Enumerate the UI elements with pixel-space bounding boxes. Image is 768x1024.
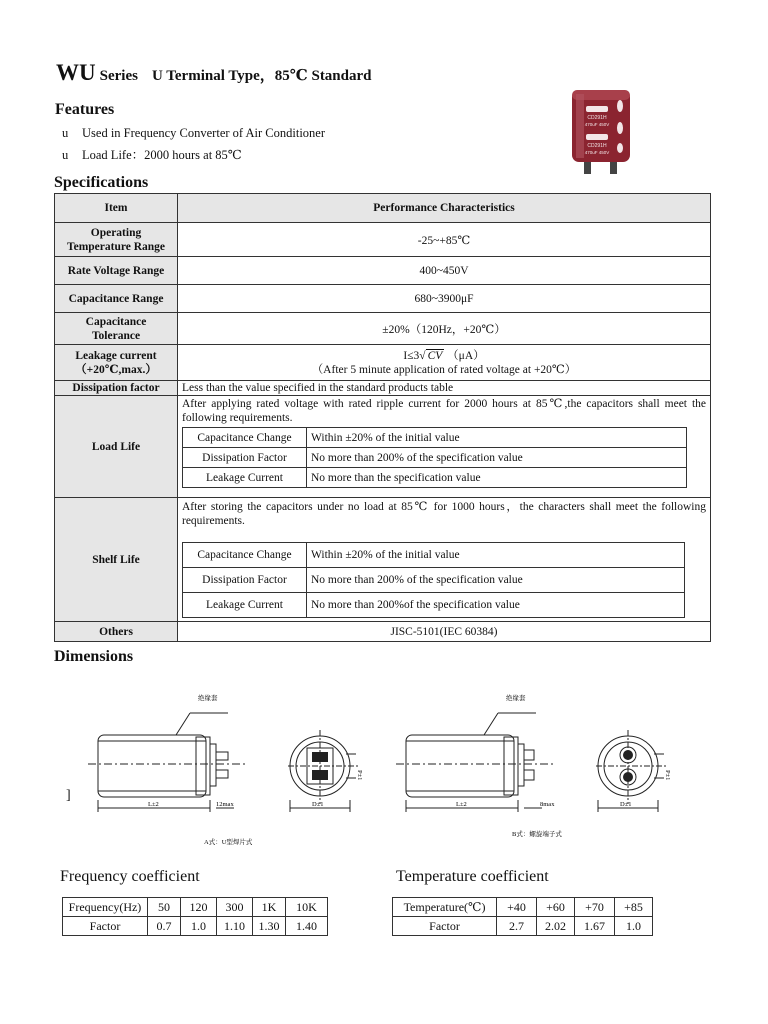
sub-value: Within ±20% of the initial value: [307, 543, 685, 568]
table-row: [183, 593, 685, 618]
sub-name: Dissipation Factor: [183, 448, 307, 468]
item-line: Leakage current: [75, 349, 157, 362]
table-row: [55, 345, 711, 381]
row-value: Less than the value specified in the standard products table: [178, 381, 711, 396]
length-label: L±2: [148, 801, 159, 808]
drawing-caption: B式：螺旋端子式: [512, 831, 562, 838]
item-line: （+20℃,max.）: [75, 363, 157, 376]
factor-cell: 1.40: [286, 917, 328, 936]
row-item: Load Life: [55, 396, 178, 498]
feature-item-1: [62, 126, 325, 141]
table-row: [183, 448, 687, 468]
sleeve-label: 绝缘套: [198, 695, 218, 702]
sub-name: Capacitance Change: [183, 543, 307, 568]
table-row: [55, 194, 711, 223]
frequency-coefficient-table: [62, 897, 328, 936]
item-line: Tolerance: [91, 329, 141, 342]
column-header: +60: [537, 898, 575, 917]
sub-value: No more than 200%of the specification value: [307, 593, 685, 618]
shelf-life-subtable: [182, 542, 685, 618]
table-row: [55, 622, 711, 642]
table-row: [183, 468, 687, 488]
leakage-note: （After 5 minute application of rated voltage at +20℃）: [311, 363, 577, 376]
sub-name: Leakage Current: [183, 593, 307, 618]
image-label-bottom: 470uF 450V: [584, 150, 610, 155]
factor-cell: 2.7: [497, 917, 537, 936]
leakage-formula: [182, 349, 706, 363]
series-word: Series: [99, 68, 138, 84]
feature-text: Used in Frequency Converter of Air Conditioner: [82, 126, 326, 140]
terminal-label: 8max: [540, 801, 555, 808]
sub-value: Within ±20% of the initial value: [307, 428, 687, 448]
header-label: Temperature(℃): [393, 898, 497, 917]
table-row: [55, 313, 711, 345]
sub-value: No more than 200% of the specification value: [307, 568, 685, 593]
dimension-drawing-a: [88, 688, 378, 848]
header-label: Frequency(Hz): [63, 898, 148, 917]
row-value: 680~3900μF: [178, 285, 711, 313]
load-life-subtable: [182, 427, 687, 488]
sleeve-label: 绝缘套: [506, 695, 526, 702]
capacitor-product-image: [566, 84, 638, 180]
table-row: [55, 223, 711, 257]
feature-item-2: [62, 145, 242, 163]
row-value: [178, 396, 711, 498]
load-life-intro: After applying rated voltage with rated ripple current for 2000 hours at 85℃,the capacitors shall meet the following requirements.: [182, 398, 706, 424]
row-value: -25~+85℃: [178, 223, 711, 257]
factor-cell: 1.67: [575, 917, 615, 936]
factor-cell: 1.10: [217, 917, 253, 936]
row-item: Dissipation factor: [55, 381, 178, 396]
column-header: 300: [217, 898, 253, 917]
specifications-heading: Specifications: [54, 174, 149, 191]
factor-cell: 2.02: [537, 917, 575, 936]
sub-name: Capacitance Change: [183, 428, 307, 448]
column-header: 1K: [253, 898, 286, 917]
table-row: [55, 381, 711, 396]
bullet-glyph: u: [62, 148, 69, 162]
page-title: [56, 60, 372, 86]
sub-name: Dissipation Factor: [183, 568, 307, 593]
row-item: Rate Voltage Range: [55, 257, 178, 285]
dimension-drawing-b: [396, 688, 686, 848]
table-row: [183, 428, 687, 448]
column-header: +70: [575, 898, 615, 917]
image-label-bottom: 470uF 450V: [584, 122, 610, 127]
table-row: [63, 917, 328, 936]
shelf-life-intro: After storing the capacitors under no load at 85℃ for 1000 hours，the characters shall meet the following requirements.: [182, 501, 706, 527]
table-row: [55, 285, 711, 313]
formula-root: CV: [427, 349, 443, 362]
column-header: 120: [181, 898, 217, 917]
bullet-glyph: u: [62, 126, 69, 140]
row-label: Factor: [63, 917, 148, 936]
table-row: [183, 543, 685, 568]
item-line: Capacitance: [85, 315, 147, 328]
diameter-label: D±1: [620, 801, 632, 808]
image-label-top: CD291H: [587, 143, 607, 149]
item-line: Temperature Range: [66, 240, 166, 253]
frequency-coefficient-title: Frequency coefficient: [60, 868, 200, 885]
col-item-header: Item: [55, 194, 178, 223]
sub-value: No more than 200% of the specification value: [307, 448, 687, 468]
row-item: Capacitance Range: [55, 285, 178, 313]
factor-cell: 1.30: [253, 917, 286, 936]
column-header: 10K: [286, 898, 328, 917]
sub-name: Leakage Current: [183, 468, 307, 488]
table-row: [55, 396, 711, 498]
row-item: Shelf Life: [55, 498, 178, 622]
temperature-coefficient-table: [392, 897, 653, 936]
col-perf-header: Performance Characteristics: [178, 194, 711, 223]
specifications-table: [54, 193, 711, 642]
row-value: 400~450V: [178, 257, 711, 285]
formula-unit: （μA）: [447, 349, 485, 362]
column-header: +85: [615, 898, 653, 917]
image-label-top: CD291H: [587, 115, 607, 121]
factor-cell: 1.0: [615, 917, 653, 936]
row-value: ±20%（120Hz，+20℃）: [178, 313, 711, 345]
sub-value: No more than the specification value: [307, 468, 687, 488]
terminal-left: [584, 162, 591, 174]
row-item: [55, 345, 178, 381]
bracket-mark: ]: [66, 788, 71, 803]
formula-prefix: I≤3: [403, 349, 420, 362]
terminal-right: [610, 162, 617, 174]
table-row: [393, 898, 653, 917]
factor-cell: 0.7: [148, 917, 181, 936]
length-label: L±2: [456, 801, 467, 808]
table-row: [183, 568, 685, 593]
row-label: Factor: [393, 917, 497, 936]
row-item: Others: [55, 622, 178, 642]
temperature-coefficient-title: Temperature coefficient: [396, 868, 549, 885]
features-heading: Features: [55, 101, 115, 118]
table-row: [55, 498, 711, 622]
column-header: 50: [148, 898, 181, 917]
terminal-label: 12max: [216, 801, 234, 808]
table-row: [55, 257, 711, 285]
diameter-label: D±1: [312, 801, 324, 808]
pitch-label: P±1: [356, 770, 363, 781]
row-item: [55, 223, 178, 257]
column-header: +40: [497, 898, 537, 917]
table-row: [393, 917, 653, 936]
series-code: WU: [56, 60, 96, 85]
pitch-label: P±1: [664, 770, 671, 781]
drawing-caption: A式：U型焊片式: [204, 839, 253, 846]
row-value: [178, 345, 711, 381]
sqrt-symbol: √ CV: [419, 349, 443, 362]
row-item: [55, 313, 178, 345]
row-value: JISC-5101(IEC 60384): [178, 622, 711, 642]
feature-text: Load Life：2000 hours at 85℃: [82, 148, 242, 162]
dimensions-heading: Dimensions: [54, 648, 134, 665]
factor-cell: 1.0: [181, 917, 217, 936]
title-rest: U Terminal Type，85℃ Standard: [151, 68, 372, 84]
table-row: [63, 898, 328, 917]
row-value: [178, 498, 711, 622]
item-line: Operating: [90, 226, 142, 239]
